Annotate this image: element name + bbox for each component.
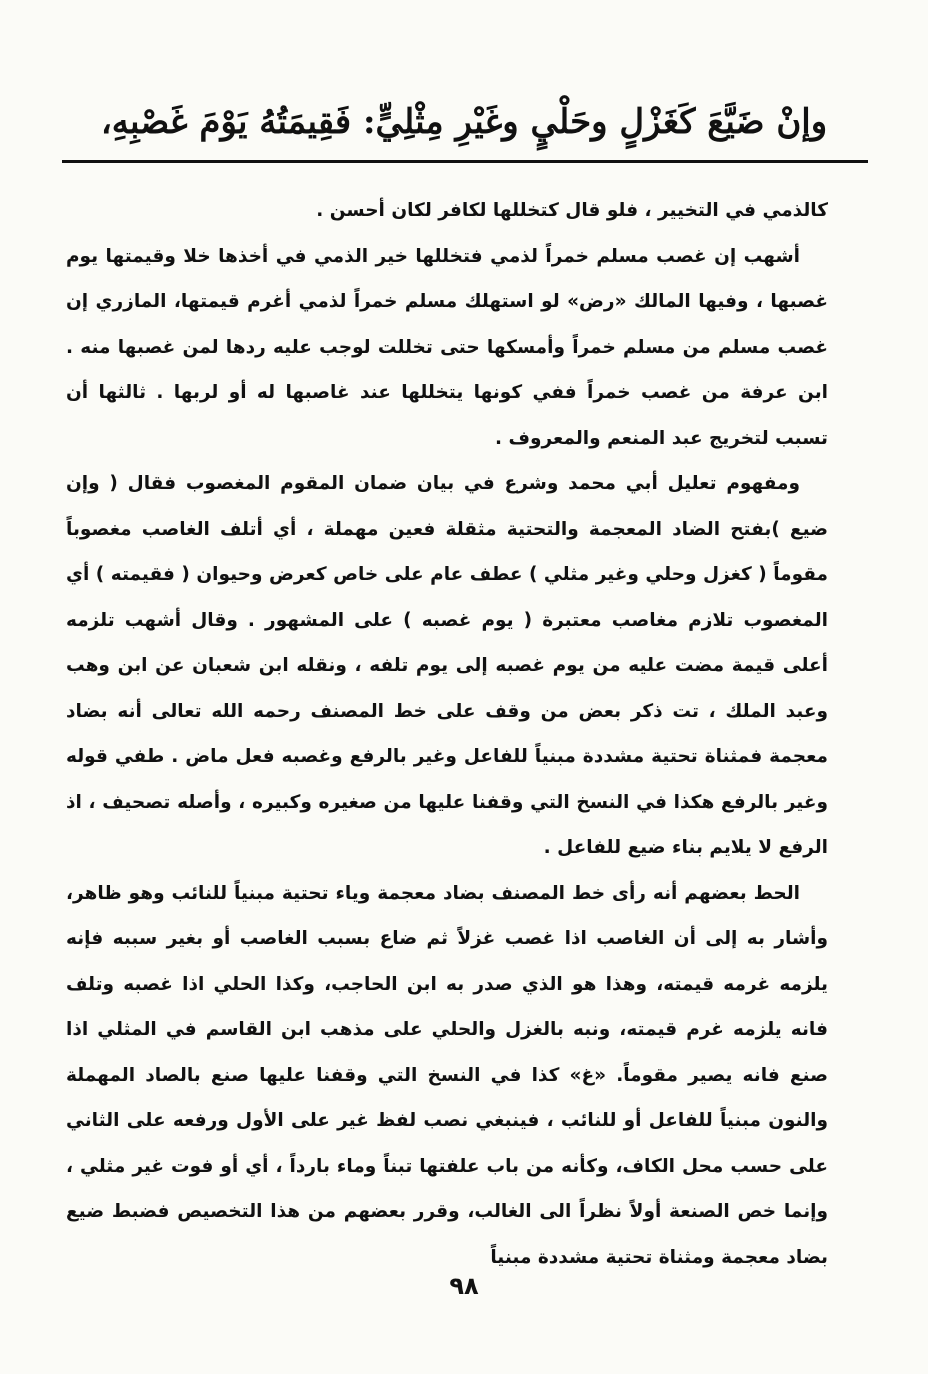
paragraph-3: ومفهوم تعليل أبي محمد وشرع في بيان ضمان المقوم المغصوب فقال ( وإن ضيع )بفتح الضاد المعجمة والتحتية مثقلة فعين مهملة ، أي أتلف الغاصب مغصوباً مقوماً ( كغزل وحلي وغير مثلي ) عطف عام على خاص كعرض وحيوان ( فقيمته ) أي المغصوب تلازم مغاصب معتبرة ( يوم غصبه ) على المشهور . وقال أشهب تلزمه أعلى قيمة مضت عليه من يوم غصبه إلى يوم تلفه ، ونقله ابن شعبان عن ابن وهب وعبد الملك ، تت ذكر بعض من وقف على خط المصنف رحمه الله تعالى أنه بضاد معجمة فمثناة تحتية مشددة مبنياً للفاعل وغير بالرفع وغصبه فعل ماض . طفي قوله وغير بالرفع هكذا في النسخ التي وقفنا عليها من صغيره وكبيره ، وأصله تصحيف ، اذ الرفع لا يلايم بناء ضيع للفاعل . [66, 473, 828, 858]
header-divider [62, 160, 868, 163]
commentary-body [66, 188, 828, 1268]
page-number: ٩٨ [449, 1272, 479, 1300]
page-header-verse: وإنْ ضَيَّعَ كَغَزْلٍ وحَلْيٍ وغَيْرِ مِثْلِيٍّ: فَقِيمَتُهُ يَوْمَ غَصْبِهِ، [100, 102, 828, 142]
paragraph-4: الحط بعضهم أنه رأى خط المصنف بضاد معجمة وياء تحتية مبنياً للنائب وهو ظاهر، وأشار به إلى أن الغاصب اذا غصب غزلاً ثم ضاع بسبب الغاصب أو بغير سببه فإنه يلزمه غرمه قيمته، وهذا هو الذي صدر به ابن الحاجب، وكذا الحلي اذا غصبه وتلف فانه يلزمه غرم قيمته، ونبه بالغزل والحلي على مذهب ابن القاسم في المثلي اذا صنع فانه يصير مقوماً. «غ» كذا في النسخ التي وقفنا عليها صنع بالصاد المهملة والنون مبنياً للفاعل أو للنائب ، فينبغي نصب لفظ غير على الأول ورفعه على الثاني على حسب محل الكاف، وكأنه من باب علفتها تبناً وماء بارداً ، أي أو فوت غير مثلي ، وإنما خص الصنعة أولاً نظراً الى الغالب، وقرر بعضهم من هذا التخصيص فضبط ضيع بضاد معجمة ومثناة تحتية مشددة مبنياً [66, 882, 828, 1268]
paragraph-1: كالذمي في التخيير ، فلو قال كتخللها لكافر لكان أحسن . [316, 200, 828, 221]
paragraph-2: أشهب إن غصب مسلم خمراً لذمي فتخللها خير الذمي في أخذها خلا وقيمتها يوم غصبها ، وفيها المالك «رض» لو استهلك مسلم خمراً لذمي أغرم قيمتها، المازري إن غصب مسلم من مسلم خمراً وأمسكها حتى تخللت لوجب عليه ردها لمن غصبها منه . ابن عرفة من غصب خمراً ففي كونها يتخللها عند غاصبها له أو لربها . ثالثها أن تسبب لتخريج عبد المنعم والمعروف . [66, 245, 828, 449]
